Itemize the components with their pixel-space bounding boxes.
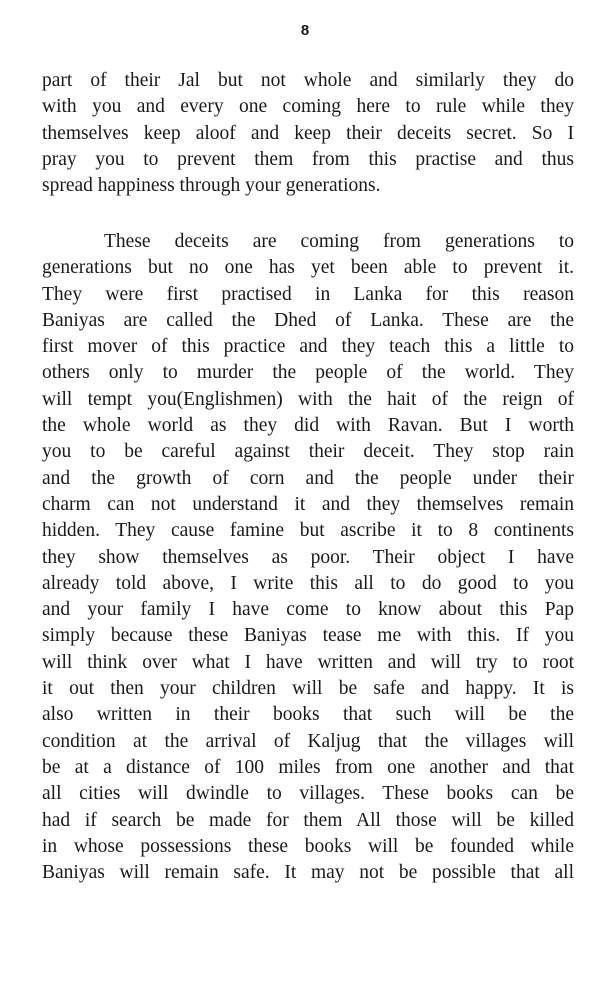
text-line: Baniyas will remain safe. It may not be possible that all — [42, 862, 574, 884]
text-line: with you and every one coming here to rule while they — [42, 96, 574, 118]
text-line: already told above, I write this all to do good to you — [42, 572, 574, 594]
text-line: part of their Jal but not whole and similarly they do — [42, 70, 574, 91]
text-line: you to be careful against their deceit. They stop rain — [42, 441, 574, 463]
text-line: they show themselves as poor. Their object I have — [42, 546, 574, 568]
paragraph-1 — [42, 68, 574, 199]
text-line: hidden. They cause famine but ascribe it to 8 continents — [42, 520, 574, 542]
text-line: simply because these Baniyas tease me with this. If you — [42, 625, 574, 647]
text-line: had if search be made for them All those will be killed — [42, 809, 574, 831]
text-line: first mover of this practice and they teach this a little to — [42, 336, 574, 358]
text-line: condition at the arrival of Kaljug that the villages will — [42, 730, 574, 752]
text-line: These deceits are coming from generations to — [104, 231, 574, 252]
text-line: also written in their books that such will be the — [42, 704, 574, 726]
text-line: will tempt you(Englishmen) with the hait of the reign of — [42, 388, 574, 410]
text-line: others only to murder the people of the world. They — [42, 362, 574, 384]
text-line: in whose possessions these books will be founded while — [42, 835, 574, 857]
text-line: the whole world as they did with Ravan. But I worth — [42, 415, 574, 437]
text-line: Baniyas are called the Dhed of Lanka. These are the — [42, 309, 574, 331]
text-line: themselves keep aloof and keep their deceits secret. So I — [42, 122, 574, 144]
text-line: charm can not understand it and they themselves remain — [42, 493, 574, 515]
text-line: generations but no one has yet been able to prevent it. — [42, 257, 574, 279]
text-line: it out then your children will be safe and happy. It is — [42, 678, 574, 700]
text-line: and your family I have come to know about this Pap — [42, 599, 574, 621]
text-line: spread happiness through your generations. — [42, 175, 381, 197]
page-number: 8 — [300, 22, 310, 39]
text-line: They were first practised in Lanka for this reason — [42, 283, 574, 305]
text-line: be at a distance of 100 miles from one another and that — [42, 756, 574, 778]
text-line: and the growth of corn and the people under their — [42, 467, 574, 489]
paragraph-2 — [42, 229, 574, 886]
text-line: all cities will dwindle to villages. These books can be — [42, 783, 574, 805]
text-line: pray you to prevent them from this practise and thus — [42, 148, 574, 170]
text-line: will think over what I have written and will try to root — [42, 651, 574, 673]
